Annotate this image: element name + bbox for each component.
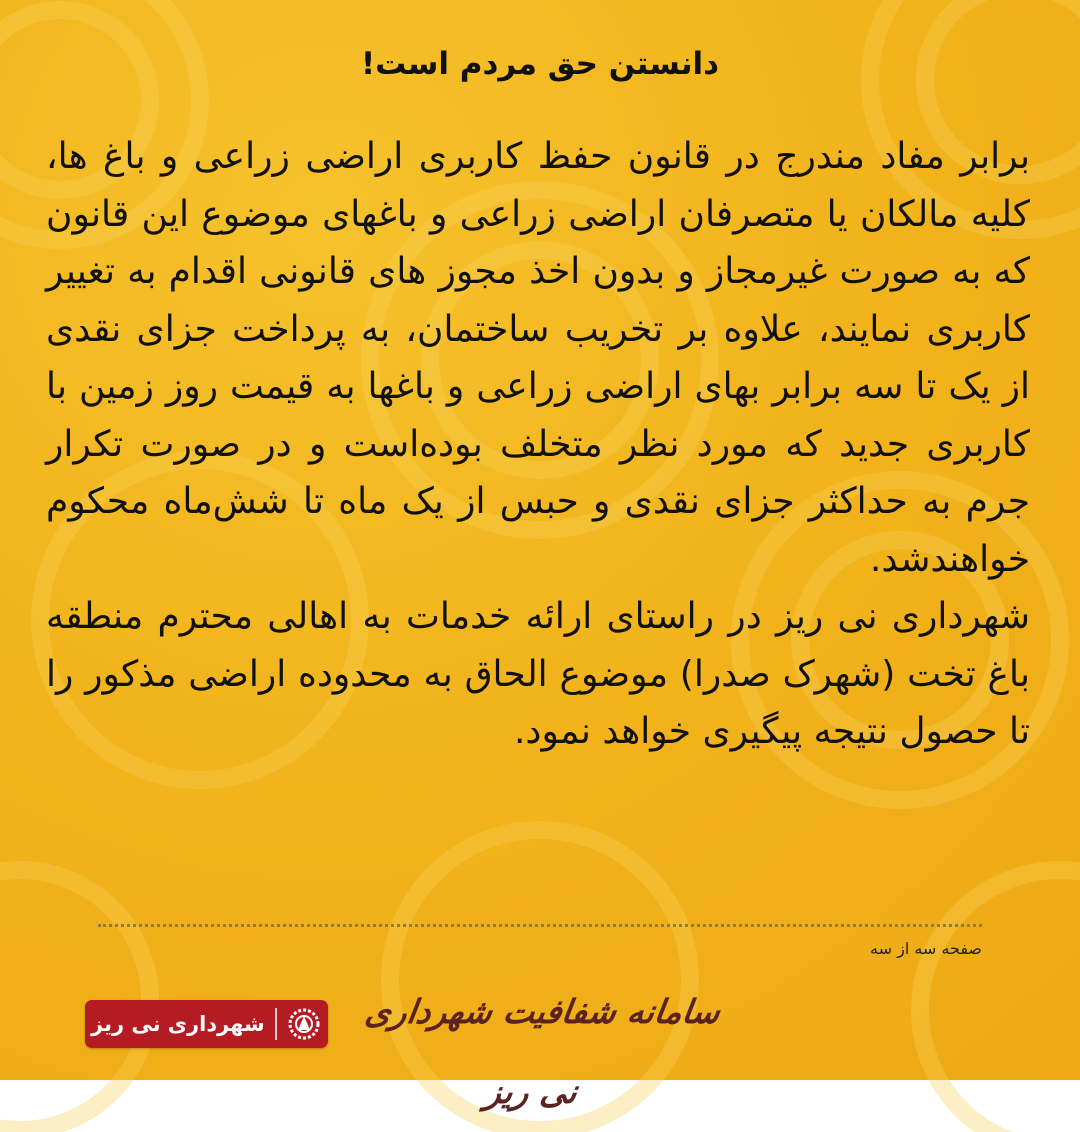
body-paragraph-2: شهرداری نی ریز در راستای ارائه خدمات به اهالی محترم منطقه باغ تخت (شهرک صدرا) موضوع الحاق به محدوده اراضی مذکور را تا حصول نتیجه پیگیری خواهد نمود. xyxy=(46,596,1030,752)
transparency-system-signature: سامانه شفافیت شهرداری نی ریز xyxy=(362,992,723,1111)
municipality-logo-icon xyxy=(281,1000,328,1048)
municipality-name: شهرداری نی ریز xyxy=(91,1012,265,1036)
page-title: دانستن حق مردم است! xyxy=(360,46,720,82)
page-number: صفحه سه از سه xyxy=(870,939,982,958)
municipality-badge xyxy=(85,1000,328,1048)
body-text xyxy=(46,128,1030,761)
badge-divider xyxy=(275,1008,277,1040)
dotted-separator xyxy=(98,924,982,927)
body-paragraph-1: برابر مفاد مندرج در قانون حفظ کاربری اراضی زراعی و باغ ها، کلیه مالکان یا متصرفان اراضی زراعی و باغهای موضوع این قانون که به صورت غیرمجاز و بدون اخذ مجوز های قانونی اقدام به تغییر کاربری نمایند، علاوه بر تخریب ساختمان، به پرداخت جزای نقدی از یک تا سه برابر بهای اراضی زراعی و باغها به قیمت روز زمین با کاربری جدید که مورد نظر متخلف بوده‌است و در صورت تکرار جرم به حداکثر جزای نقدی و حبس از یک ماه تا شش‌ماه محکوم خواهندشد. xyxy=(46,136,1030,580)
